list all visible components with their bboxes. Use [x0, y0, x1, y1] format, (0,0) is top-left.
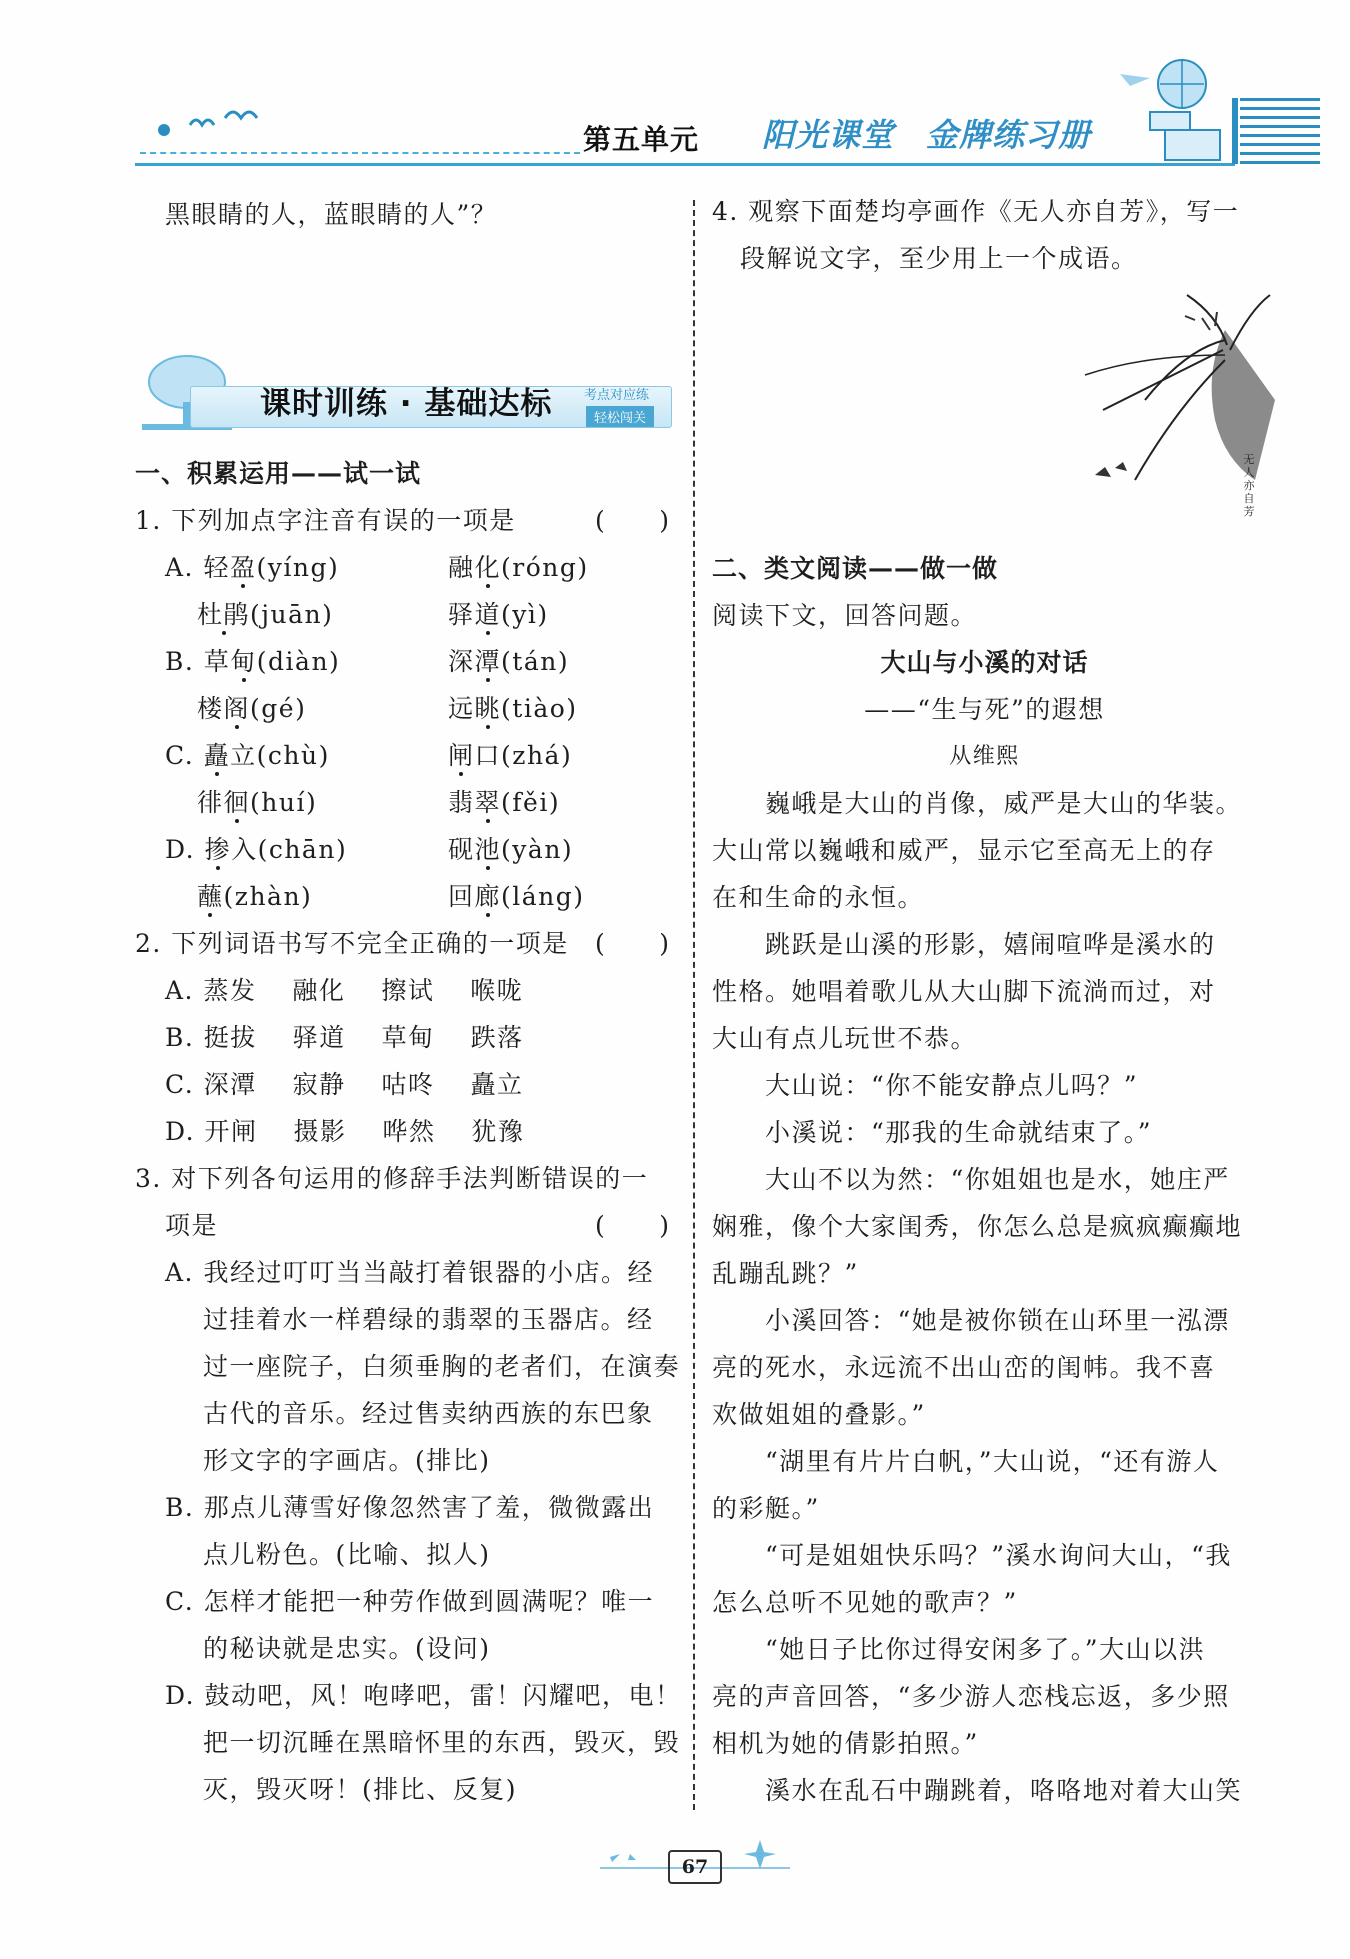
char: 砚 — [448, 835, 475, 864]
q2-option-a: A. 蒸发 融化 擦试 喉咙 — [165, 976, 524, 1005]
dotted-char: 翠 — [474, 788, 502, 817]
q1-option-b-row2-b — [448, 685, 578, 732]
q1-option-c-row1 — [165, 732, 330, 779]
article-line: 溪水在乱石中蹦跳着，咯咯地对着大山笑 — [712, 1776, 1243, 1805]
q3-option-c-line1: C. 怎样才能把一种劳作做到圆满呢？唯一 — [165, 1587, 655, 1616]
option-label: D. — [165, 835, 205, 864]
q1-stem: 1. 下列加点字注音有误的一项是 — [135, 506, 516, 535]
char: 远 — [448, 694, 475, 723]
q1-option-d-row2-b — [448, 873, 585, 920]
q3-option-d-line2: 把一切沉睡在黑暗怀里的东西，毁灭，毁 — [203, 1728, 681, 1757]
q3-option-a-line5: 形文字的字画店。(排比) — [203, 1446, 491, 1475]
q2-option-d: D. 开闸 摄影 哗然 犹豫 — [165, 1117, 525, 1146]
pinyin: (tiào) — [501, 694, 578, 723]
q3-option-b-line2: 点儿粉色。(比喻、拟人) — [203, 1540, 491, 1569]
article-line: 的彩艇。” — [712, 1494, 820, 1523]
option-label: B. — [165, 647, 204, 676]
dotted-char: 廊 — [474, 882, 502, 911]
q2-stem: 2. 下列词语书写不完全正确的一项是 — [135, 929, 569, 958]
article-line: 娴雅，像个大家闺秀，你怎么总是疯疯癫癫地 — [712, 1212, 1243, 1241]
q1-option-d-row2 — [197, 873, 312, 920]
q1-option-a-row2 — [197, 591, 333, 638]
option-label: A. — [165, 553, 204, 582]
q3-option-d-line3: 灭，毁灭呀！(排比、反复) — [203, 1775, 518, 1804]
article-subtitle: ——“生与死”的遐想 — [864, 695, 1105, 724]
dotted-char: 池 — [474, 835, 502, 864]
q3-answer-paren[interactable]: ( ) — [595, 1211, 671, 1240]
article-author: 从维熙 — [949, 744, 1020, 769]
pinyin: (chù) — [256, 741, 330, 770]
article-line: 乱蹦乱跳？” — [712, 1259, 859, 1288]
article-body — [712, 780, 1257, 1814]
q1-option-a-row1-b — [448, 544, 589, 591]
q1-option-c-row1-b — [448, 732, 572, 779]
header-dot — [158, 124, 170, 136]
pinyin: (fěi) — [501, 788, 561, 817]
q4-stem-line1: 4. 观察下面楚均亭画作《无人亦自芳》，写一 — [712, 197, 1240, 226]
article-line: “湖里有片片白帆，”大山说，“还有游人 — [712, 1447, 1220, 1476]
dotted-char: 蘸 — [197, 882, 224, 911]
char: 轻 — [203, 553, 230, 582]
q1-option-c-row2 — [197, 779, 317, 826]
dotted-char: 化 — [474, 553, 502, 582]
dotted-char: 甸 — [230, 647, 257, 676]
dotted-char: 徊 — [223, 788, 251, 817]
pinyin: (yì) — [501, 600, 549, 629]
char: 立 — [230, 741, 257, 770]
char: 深 — [448, 647, 475, 676]
article-line: “可是姐姐快乐吗？”溪水询问大山，“我 — [712, 1541, 1232, 1570]
pinyin: (róng) — [501, 553, 589, 582]
q3-option-d-line1: D. 鼓动吧，风！咆哮吧，雷！闪耀吧，电！ — [165, 1681, 682, 1710]
dotted-char: 阁 — [223, 694, 251, 723]
header-brand — [762, 110, 1123, 156]
article-line: 巍峨是大山的肖像，威严是大山的华装。 — [712, 789, 1243, 818]
article-line: 大山常以巍峨和威严，显示它至高无上的存 — [712, 836, 1216, 865]
q3-option-a-line2: 过挂着水一样碧绿的翡翠的玉器店。经 — [203, 1305, 654, 1334]
dotted-char: 闸 — [448, 741, 475, 770]
dotted-char: 掺 — [204, 835, 232, 864]
header-brand-2: 金牌练习册 — [926, 116, 1092, 154]
carry-over-text: 黑眼睛的人，蓝眼睛的人”？ — [165, 200, 498, 229]
article-line: 怎么总听不见她的歌声？” — [712, 1588, 1018, 1617]
char: 草 — [203, 647, 231, 676]
article-line: 跳跃是山溪的形影，嬉闹喧哗是溪水的 — [712, 930, 1216, 959]
article-line: 相机为她的倩影拍照。” — [712, 1729, 979, 1758]
article-line: 亮的死水，永远流不出山峦的闺帏。我不喜 — [712, 1353, 1216, 1382]
q2-answer-paren[interactable]: ( ) — [595, 929, 671, 958]
dotted-char: 盈 — [229, 553, 257, 582]
dotted-char: 潭 — [474, 647, 502, 676]
globe-trophy-icon — [1120, 54, 1230, 164]
q2-option-c: C. 深潭 寂静 咕咚 矗立 — [165, 1070, 524, 1099]
q3-stem-line1: 3. 对下列各句运用的修辞手法判断错误的一 — [135, 1164, 649, 1193]
q1-option-d-row1 — [165, 826, 347, 873]
banner-title: 课时训练 · 基础达标 — [260, 386, 553, 422]
article-line: 小溪回答：“她是被你锁在山环里一泓漂 — [712, 1306, 1230, 1335]
q1-option-a-row1 — [165, 544, 339, 591]
header-bar — [1232, 98, 1238, 164]
article-line: 大山不以为然：“你姐姐也是水，她庄严 — [712, 1165, 1230, 1194]
q1-option-b-row1-b — [448, 638, 569, 685]
article-line: “她日子比你过得安闲多了。”大山以洪 — [712, 1635, 1206, 1664]
dotted-char: 道 — [474, 600, 502, 629]
q4-stem-line2: 段解说文字，至少用上一个成语。 — [740, 244, 1138, 273]
banner-subtitle-2: 轻松闯关 — [586, 406, 654, 427]
q3-option-a-line1: A. 我经过叮叮当当敲打着银器的小店。经 — [165, 1258, 654, 1287]
dotted-char: 杜鹃 — [197, 600, 251, 629]
article-line: 亮的声音回答，“多少游人恋栈忘返，多少照 — [712, 1682, 1230, 1711]
option-label: C. — [165, 741, 204, 770]
header-unit-title: 第五单元 — [583, 123, 700, 156]
pinyin: (chān) — [257, 835, 348, 864]
pinyin: (juān) — [250, 600, 334, 629]
reading-instruction: 阅读下文，回答问题。 — [712, 601, 978, 630]
char: 融 — [448, 553, 475, 582]
pinyin: (zhàn) — [223, 882, 313, 911]
q1-option-b-row2 — [197, 685, 306, 732]
q3-stem-line2: 项是 — [165, 1211, 219, 1240]
article-line: 在和生命的永恒。 — [712, 883, 925, 912]
char: 楼 — [197, 694, 224, 723]
article-line: 性格。她唱着歌儿从大山脚下流淌而过，对 — [712, 977, 1216, 1006]
footer-sparkle-left-icon — [600, 1842, 660, 1872]
char: 徘 — [197, 788, 224, 817]
header-rule — [135, 163, 1235, 166]
footer-sparkle-right-icon — [730, 1838, 790, 1872]
page-number: 67 — [668, 1850, 722, 1884]
header-dashed-line — [140, 152, 580, 154]
char: 回 — [448, 882, 475, 911]
header-stripes — [1240, 98, 1320, 164]
column-divider — [693, 200, 695, 1810]
pinyin: (diàn) — [256, 647, 341, 676]
q1-option-b-row1 — [165, 638, 340, 685]
q2-option-b: B. 挺拔 驿道 草甸 跌落 — [165, 1023, 524, 1052]
article-line: 大山说：“你不能安静点儿吗？” — [712, 1071, 1139, 1100]
pinyin: (yíng) — [256, 553, 340, 582]
char: 翡 — [448, 788, 475, 817]
q3-option-b-line1: B. 那点儿薄雪好像忽然害了羞，微微露出 — [165, 1493, 655, 1522]
section-heading-2: 二、类文阅读——做一做 — [712, 554, 999, 583]
q3-option-a-line4: 古代的音乐。经过售卖纳西族的东巴象 — [203, 1399, 654, 1428]
q1-answer-paren[interactable]: ( ) — [595, 506, 671, 535]
birds-icon — [185, 100, 265, 140]
q1-option-d-row1-b — [448, 826, 573, 873]
char: 口 — [474, 741, 502, 770]
pinyin: (huí) — [250, 788, 318, 817]
pinyin: (láng) — [501, 882, 585, 911]
pinyin: (tán) — [501, 647, 570, 676]
article-line: 大山有点儿玩世不恭。 — [712, 1024, 978, 1053]
q3-option-c-line2: 的秘诀就是忠实。(设问) — [203, 1634, 491, 1663]
pinyin: (zhá) — [501, 741, 573, 770]
dotted-char: 眺 — [474, 694, 502, 723]
pinyin: (yàn) — [501, 835, 574, 864]
article-line: 小溪说：“那我的生命就结束了。” — [712, 1118, 1153, 1147]
header-brand-1: 阳光课堂 — [762, 116, 895, 154]
banner-subtitle-1: 考点对应练 — [584, 388, 650, 403]
q1-option-a-row2-b — [448, 591, 549, 638]
section-heading-1: 一、积累运用——试一试 — [135, 459, 422, 488]
q1-option-c-row2-b — [448, 779, 560, 826]
q3-option-a-line3: 过一座院子，白须垂胸的老者们，在演奏 — [203, 1352, 681, 1381]
char: 驿 — [448, 600, 475, 629]
dotted-char: 矗 — [203, 741, 231, 770]
article-title: 大山与小溪的对话 — [880, 648, 1089, 677]
pinyin: (gé) — [250, 694, 307, 723]
article-line: 欢做姐姐的叠影。” — [712, 1400, 926, 1429]
painting-caption: 无人亦自芳 — [1243, 453, 1255, 518]
char: 入 — [231, 835, 258, 864]
